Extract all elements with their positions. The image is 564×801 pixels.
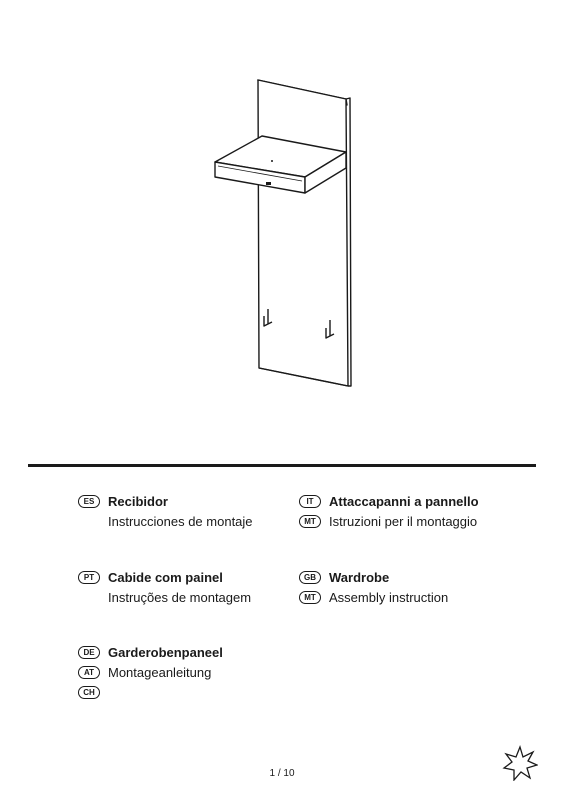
lang-title-it: Attaccapanni a pannello bbox=[329, 493, 479, 509]
lang-block-gb bbox=[299, 567, 448, 607]
lang-subtitle-it: Istruzioni per il montaggio bbox=[329, 513, 478, 529]
star-outline-icon bbox=[502, 745, 538, 781]
country-badge-mt: MT bbox=[299, 515, 321, 528]
lang-title-pt: Cabide com painel bbox=[108, 569, 223, 585]
lang-subtitle-pt: Instruções de montagem bbox=[108, 589, 252, 605]
lang-subtitle-de: Montageanleitung bbox=[108, 664, 212, 680]
lang-title-es: Recibidor bbox=[108, 493, 168, 509]
country-badge-pt: PT bbox=[78, 571, 100, 584]
lang-block-de bbox=[78, 642, 223, 702]
lang-subtitle-gb: Assembly instruction bbox=[329, 589, 449, 605]
country-badge-de: DE bbox=[78, 646, 100, 659]
country-badge-gb: GB bbox=[299, 571, 321, 584]
shelf-bracket bbox=[266, 182, 271, 185]
section-divider bbox=[28, 464, 536, 467]
lang-title-gb: Wardrobe bbox=[329, 569, 390, 585]
country-badge-at: AT bbox=[78, 666, 100, 679]
page-number: 1 / 10 bbox=[269, 768, 295, 779]
country-badge-es: ES bbox=[78, 495, 100, 508]
country-badge-mt: MT bbox=[299, 591, 321, 604]
lang-block-es bbox=[78, 491, 253, 531]
lang-title-de: Garderobenpaneel bbox=[108, 644, 223, 660]
lang-block-pt bbox=[78, 567, 251, 607]
lang-block-it bbox=[299, 491, 479, 531]
country-badge-ch: CH bbox=[78, 686, 100, 699]
shelf-screw-dot bbox=[271, 160, 273, 162]
panel-front bbox=[258, 80, 348, 386]
country-badge-it: IT bbox=[299, 495, 321, 508]
lang-subtitle-es: Instrucciones de montaje bbox=[108, 513, 253, 529]
